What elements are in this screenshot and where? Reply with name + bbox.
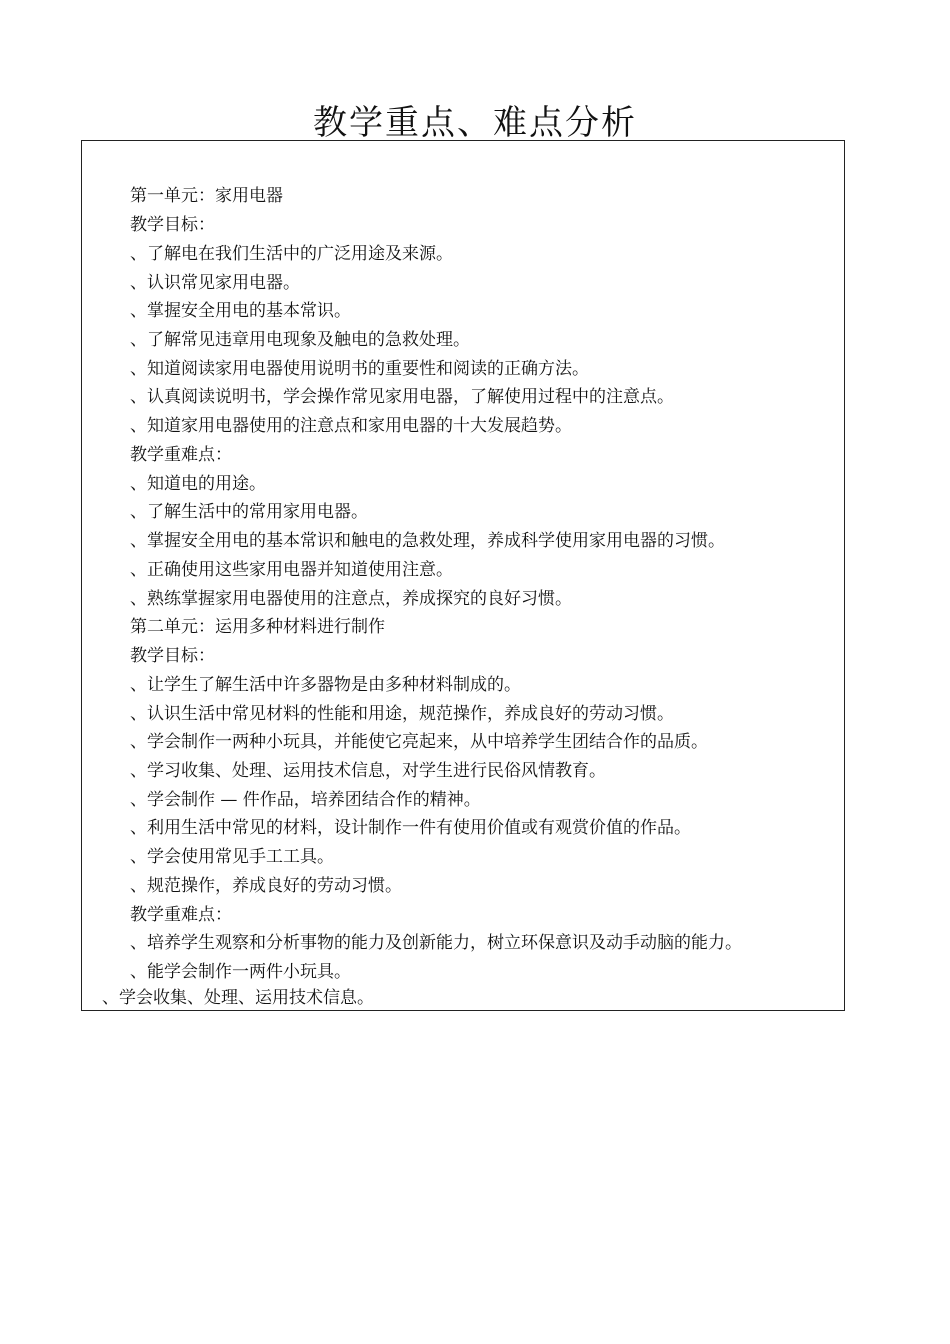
unit1-goal-item: 、了解常见违章用电现象及触电的急救处理。 (130, 330, 470, 350)
unit1-goal-item: 、知道阅读家用电器使用说明书的重要性和阅读的正确方法。 (130, 359, 589, 379)
unit2-key-item: 、能学会制作一两件小玩具。 (130, 962, 351, 982)
unit2-goal-item: 、学习收集、处理、运用技术信息，对学生进行民俗风情教育。 (130, 761, 606, 781)
unit1-goal-item: 、认识常见家用电器。 (130, 273, 300, 293)
unit1-key-item: 、掌握安全用电的基本常识和触电的急救处理，养成科学使用家用电器的习惯。 (130, 531, 725, 551)
unit2-goal-item: 、认识生活中常见材料的性能和用途，规范操作，养成良好的劳动习惯。 (130, 704, 674, 724)
unit1-title: 第一单元：家用电器 (130, 186, 283, 206)
unit2-key-item: 、学会收集、处理、运用技术信息。 (102, 988, 374, 1008)
unit2-key-label: 教学重难点： (130, 905, 232, 925)
unit1-key-item: 、熟练掌握家用电器使用的注意点，养成探究的良好习惯。 (130, 589, 572, 609)
unit1-goal-item: 、知道家用电器使用的注意点和家用电器的十大发展趋势。 (130, 416, 572, 436)
unit2-key-item: 、培养学生观察和分析事物的能力及创新能力，树立环保意识及动手动脑的能力。 (130, 933, 742, 953)
unit1-key-item: 、正确使用这些家用电器并知道使用注意。 (130, 560, 453, 580)
unit2-goal-item: 、规范操作，养成良好的劳动习惯。 (130, 876, 402, 896)
unit1-key-item: 、知道电的用途。 (130, 474, 266, 494)
unit2-goal-item: 、学会制作一两种小玩具，并能使它亮起来，从中培养学生团结合作的品质。 (130, 732, 708, 752)
unit2-goals-label: 教学目标： (130, 646, 215, 666)
page-title: 教学重点、难点分析 (313, 102, 637, 143)
unit1-goals-label: 教学目标： (130, 215, 215, 235)
unit2-goal-item: 、让学生了解生活中许多器物是由多种材料制成的。 (130, 675, 521, 695)
unit1-goal-item: 、掌握安全用电的基本常识。 (130, 301, 351, 321)
unit1-key-label: 教学重难点： (130, 445, 232, 465)
unit1-key-item: 、了解生活中的常用家用电器。 (130, 502, 368, 522)
unit2-goal-item: 、利用生活中常见的材料，设计制作一件有使用价值或有观赏价值的作品。 (130, 818, 691, 838)
unit1-goal-item: 、了解电在我们生活中的广泛用途及来源。 (130, 244, 453, 264)
unit2-goal-item: 、学会使用常见手工工具。 (130, 847, 334, 867)
unit2-title: 第二单元：运用多种材料进行制作 (130, 617, 385, 637)
unit2-goal-item: 、学会制作 — 件作品，培养团结合作的精神。 (130, 790, 481, 810)
unit1-goal-item: 、认真阅读说明书，学会操作常见家用电器，了解使用过程中的注意点。 (130, 387, 674, 407)
